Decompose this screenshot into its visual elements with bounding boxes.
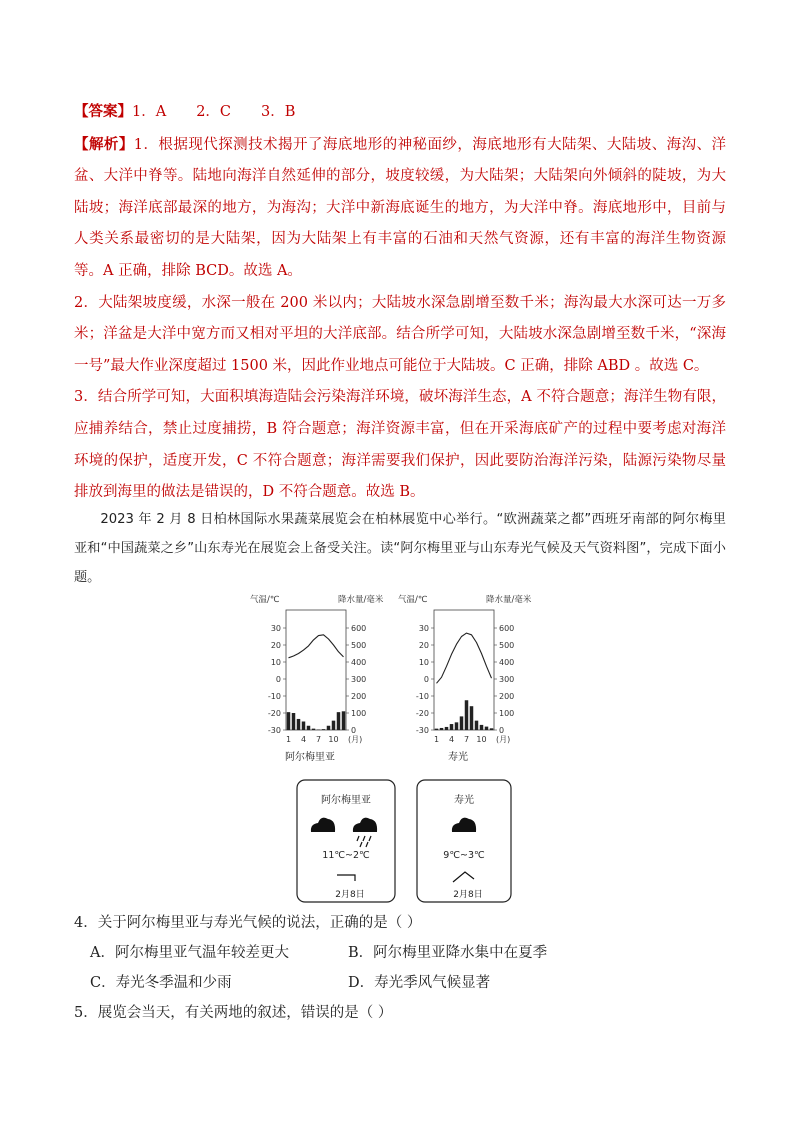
precip-bar [445, 727, 449, 730]
temperature-line [437, 633, 492, 683]
analysis-p2: 2．大陆架坡度缓，水深一般在 200 米以内；大陆坡水深急剧增至数千米；海沟最大水深可达一万多米；洋盆是大洋中宽方而又相对平坦的大洋底部。结合所学可知，大陆坡水深急剧增至数千米，“深海一号”最大作业深度超过 1500 米，因此作业地点可能位于大陆坡。C 正确，排除 ABD 。故选 C。 [74, 294, 726, 374]
q4-option-c[interactable]: C．寿光冬季温和少雨 [90, 975, 232, 991]
y-axis-left-label: 气温/℃ [398, 595, 428, 605]
figure-svg [250, 590, 550, 910]
precip-tick-label: 500 [499, 641, 515, 650]
x-tick-label: 4 [448, 735, 455, 744]
plot-frame [286, 610, 346, 730]
climograph-almeria [250, 594, 384, 763]
precip-tick-label: 400 [499, 658, 515, 667]
precip-bar [440, 728, 444, 730]
precip-tick-label: 600 [499, 624, 515, 633]
precip-bar [307, 726, 311, 730]
temp-tick-label: 30 [418, 624, 429, 633]
precip-tick-label: 600 [351, 624, 367, 633]
y-axis-left-label: 气温/℃ [250, 595, 280, 605]
temp-tick-label: 0 [423, 675, 429, 684]
x-tick-label: 1 [433, 735, 440, 744]
x-tick-label: 7 [315, 735, 322, 744]
precip-bar [317, 729, 321, 730]
temp-tick-label: 30 [270, 624, 281, 633]
chart-title: 阿尔梅里亚 [285, 752, 335, 763]
q4-option-a[interactable]: A．阿尔梅里亚气温年较差更大 [90, 945, 289, 961]
temp-tick-label: 10 [270, 658, 281, 667]
answer-item: 2．C [196, 104, 232, 120]
answer-item: 3．B [261, 104, 296, 120]
answer-tag: 【答案】 [74, 103, 132, 120]
climograph-shouguang [398, 594, 532, 763]
precip-bar [435, 729, 439, 730]
q4-stem: 4．关于阿尔梅里亚与寿光气候的说法，正确的是（ ） [74, 915, 422, 931]
weather-cards [297, 780, 511, 902]
temp-tick-label: -20 [267, 709, 281, 718]
q4-option-b[interactable]: B．阿尔梅里亚降水集中在夏季 [348, 945, 548, 961]
precip-bar [450, 724, 454, 730]
precip-bar [490, 728, 494, 730]
y-axis-right-label: 降水量/毫米 [338, 595, 384, 605]
x-tick-label: 4 [300, 735, 307, 744]
precip-bar [475, 721, 479, 730]
precip-tick-label: 400 [351, 658, 367, 667]
temp-tick-label: 20 [270, 641, 281, 650]
weather-temp: 9℃~3℃ [443, 850, 485, 861]
intro-text: 2023 年 2 月 8 日柏林国际水果蔬菜展览会在柏林展览中心举行。“欧洲蔬菜之都”西班牙南部的阿尔梅里亚和“中国蔬菜之乡”山东寿光在展览会上备受关注。读“阿尔梅里亚与山东寿光气候及天气资料图”，完成下面小题。 [74, 512, 726, 585]
answer-analysis-block [74, 96, 726, 509]
climate-weather-figure [250, 590, 550, 910]
temp-tick-label: 0 [275, 675, 281, 684]
x-tick-label: 10 [476, 735, 487, 744]
precip-bar [342, 711, 346, 730]
precip-bar [460, 716, 464, 730]
temp-tick-label: 10 [418, 658, 429, 667]
answer-item: 1．A [132, 104, 167, 120]
precip-bar [337, 712, 341, 730]
x-tick-label: 10 [328, 735, 339, 744]
q4-options-row2 [74, 968, 726, 998]
precip-bar [327, 726, 331, 730]
precip-tick-label: 0 [351, 726, 357, 735]
precip-tick-label: 100 [351, 709, 367, 718]
precip-bar [292, 713, 296, 730]
weather-place: 阿尔梅里亚 [321, 795, 371, 806]
answer-line [74, 96, 726, 129]
analysis-tag: 【解析】 [74, 135, 134, 153]
precip-tick-label: 500 [351, 641, 367, 650]
precip-bar [455, 722, 459, 730]
precip-bar [332, 721, 336, 730]
temp-tick-label: -10 [267, 692, 281, 701]
precip-bar [322, 729, 326, 730]
x-tick-label: 1 [285, 735, 292, 744]
chart-title: 寿光 [448, 752, 468, 763]
weather-place: 寿光 [454, 795, 474, 806]
weather-date: 2月8日 [335, 890, 365, 900]
precip-tick-label: 200 [351, 692, 367, 701]
q5-stem: 5．展览会当天，有关两地的叙述，错误的是（ ） [74, 1005, 393, 1021]
precip-bar [302, 722, 306, 731]
precip-tick-label: 100 [499, 709, 515, 718]
precip-bar [312, 729, 316, 730]
precip-bar [470, 706, 474, 730]
question-intro [74, 505, 726, 592]
temp-tick-label: -30 [267, 726, 281, 735]
analysis-p3: 3．结合所学可知，大面积填海造陆会污染海洋环境，破坏海洋生态，A 不符合题意；海洋生物有限，应捕养结合，禁止过度捕捞，B 符合题意；海洋资源丰富，但在开采海底矿产的过程中要考虑对海洋环境的保护，适度开发，C 不符合题意；海洋需要我们保护，因此要防治海洋污染，陆源污染物尽量排放到海里的做法是错误的，D 不符合题意。故选 B。 [74, 389, 726, 501]
precip-bar [287, 712, 291, 730]
precip-bar [485, 727, 489, 730]
q4-option-d[interactable]: D．寿光季风气候显著 [348, 975, 491, 991]
temp-tick-label: 20 [418, 641, 429, 650]
x-axis-label: (月) [348, 735, 363, 744]
precip-bar [297, 719, 301, 730]
questions [74, 908, 726, 1028]
precip-tick-label: 0 [499, 726, 505, 735]
temp-tick-label: -20 [415, 709, 429, 718]
precip-bar [465, 700, 469, 730]
temp-tick-label: -10 [415, 692, 429, 701]
y-axis-right-label: 降水量/毫米 [486, 595, 532, 605]
temperature-line [289, 635, 344, 658]
precip-tick-label: 300 [351, 675, 367, 684]
precip-bar [480, 725, 484, 730]
weather-date: 2月8日 [453, 890, 483, 900]
weather-temp: 11℃~2℃ [322, 850, 370, 861]
analysis-p1: 【解析】1．根据现代探测技术揭开了海底地形的神秘面纱，海底地形有大陆架、大陆坡、海沟、洋盆、大洋中脊等。陆地向海洋自然延伸的部分，坡度较缓，为大陆架；大陆架向外倾斜的陡坡，为大陆坡；海洋底部最深的地方，为海沟；大洋中新海底诞生的地方，为大洋中脊。海底地形中，目前与人类关系最密切的是大陆架，因为大陆架上有丰富的石油和天然气资源，还有丰富的海洋生物资源等。A 正确，排除 BCD。故选 A。 [74, 135, 726, 279]
x-axis-label: (月) [496, 735, 511, 744]
weather-card [417, 780, 511, 902]
precip-tick-label: 200 [499, 692, 515, 701]
plot-frame [434, 610, 494, 730]
weather-card [297, 780, 395, 902]
q4-options-row1 [74, 938, 726, 968]
temp-tick-label: -30 [415, 726, 429, 735]
x-tick-label: 7 [463, 735, 470, 744]
precip-tick-label: 300 [499, 675, 515, 684]
